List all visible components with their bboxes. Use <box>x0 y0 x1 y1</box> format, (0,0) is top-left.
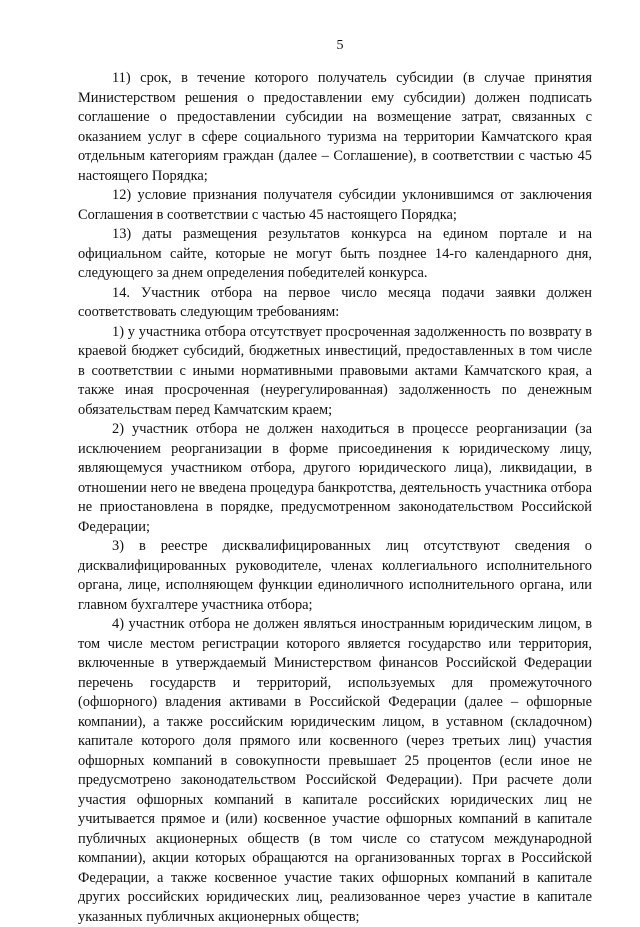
paragraph-item-11: 11) срок, в течение которого получатель субсидии (в случае принятия Министерством решения о предоставлении ему субсидии) должен подписать соглашение о предоставлении субсидии на возмещение затрат, связанных с оказанием услуг в сфере социального туризма на территории Камчатского края отдельным категориям граждан (далее – Соглашение), в соответствии с частью 45 настоящего Порядка; <box>78 70 592 184</box>
paragraph-item-13: 13) даты размещения результатов конкурса на едином портале и на официальном сайте, которые не могут быть позднее 14-го календарного дня, следующего за днем определения победителей конкурса. <box>78 226 592 281</box>
paragraph-section-14: 14. Участник отбора на первое число месяца подачи заявки должен соответствовать следующим требованиям: <box>78 284 592 320</box>
paragraph-requirement-1: 1) у участника отбора отсутствует просроченная задолженность по возврату в краевой бюджет субсидий, бюджетных инвестиций, предоставленных в том числе в соответствии с иными нормативными правовыми актами Камчатского края, а также иная просроченная (неурегулированная) задолженность по денежным обязательствам перед Камчатским краем; <box>78 323 592 418</box>
paragraph-requirement-2: 2) участник отбора не должен находиться в процессе реорганизации (за исключением реорганизации в форме присоединения к юридическому лицу, являющемуся участником отбора, другого юридического лица), ликвидации, в отношении него не введена процедура банкротства, деятельность участника отбора не приостановлена в порядке, предусмотренном законодательством Российской Федерации; <box>78 421 592 535</box>
paragraph-item-12: 12) условие признания получателя субсидии уклонившимся от заключения Соглашения в соответствии с частью 45 настоящего Порядка; <box>78 187 592 223</box>
paragraph-requirement-3: 3) в реестре дисквалифицированных лиц отсутствуют сведения о дисквалифицированных руководителе, членах коллегиального исполнительного органа, лице, исполняющем функции единоличного исполнительного органа, или главном бухгалтере участника отбора; <box>78 538 592 613</box>
page-number: 5 <box>336 38 344 53</box>
paragraph-requirement-4: 4) участник отбора не должен являться иностранным юридическим лицом, в том числе местом регистрации которого является государство или территория, включенные в утверждаемый Министерством финансов Российской Федерации перечень государств и территорий, используемых для промежуточного (офшорного) владения активами в Российской Федерации (далее – офшорные компании), а также российским юридическим лицом, в уставном (складочном) капитале которого доля прямого или косвенного (через третьих лиц) участия офшорных компаний в совокупности превышает 25 процентов (если иное не предусмотрено законодательством Российской Федерации). При расчете доли участия офшорных компаний в капитале российских юридических лиц не учитывается прямое и (или) косвенное участие офшорных компаний в капитале публичных акционерных обществ (в том числе со статусом международной компании), акции которых обращаются на организованных торгах в Российской Федерации, а также косвенное участие таких офшорных компаний в капитале других российских юридических лиц, реализованное через участие в капитале указанных публичных акционерных обществ; <box>78 616 592 925</box>
document-body <box>78 69 592 927</box>
